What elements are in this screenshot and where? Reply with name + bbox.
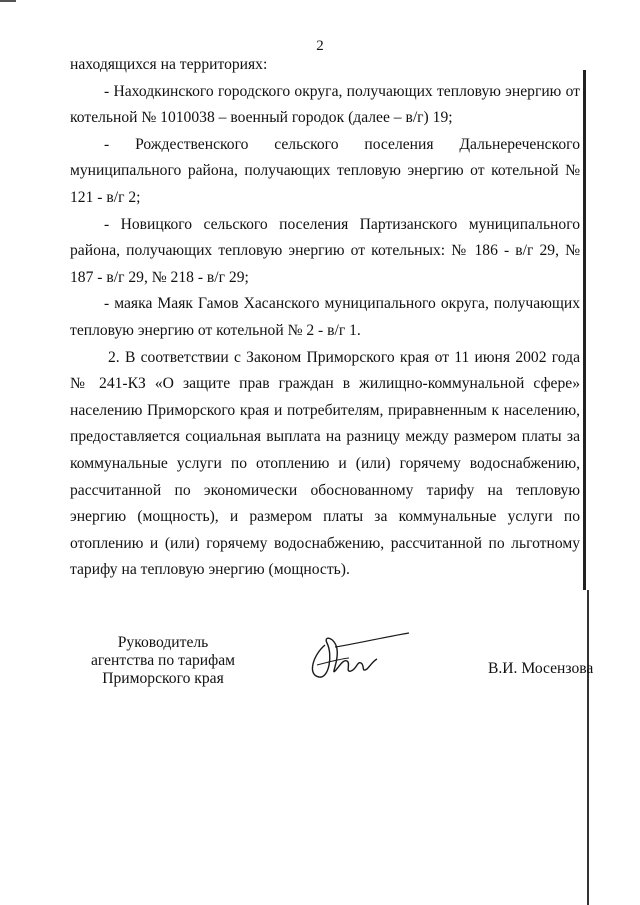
paragraph-clause-2: 2. В соответствии с Законом Приморского края от 11 июня 2002 года № 241-КЗ «О защите прав граждан в жилищно-коммунальной сфере» населению Приморского края и потребителям, приравненным к населению, предоставляется социальная выплата на разницу между размером платы за коммунальные услуги по отоплению и (или) горячему водоснабжению, рассчитанной по экономически обоснованному тарифу на тепловую энергию (мощность), и размером платы за коммунальные услуги по отоплению и (или) горячему водоснабжению, рассчитанной по льготному тарифу на тепловую энергию (мощность). xyxy=(70,348,580,579)
signatory-title-line2: агентства по тарифам xyxy=(90,652,236,669)
paragraph-nakhodka: - Находкинского городского округа, получающих тепловую энергию от котельной № 1010038 – военный городок (далее – в/г) 19; xyxy=(70,82,580,127)
signatory-title-line3: Приморского края xyxy=(102,670,224,687)
paragraph-rozhdestvenskoe: - Рождественского сельского поселения Дальнереченского муниципального района, получающих тепловую энергию от котельной № 121 - в/г 2; xyxy=(70,135,580,206)
page-number: 2 xyxy=(316,38,324,54)
paragraph-mayak-gamov: - маяка Маяк Гамов Хасанского муниципального округа, получающих тепловую энергию от котельной № 2 - в/г 1. xyxy=(70,295,580,339)
signatory-name: В.И. Мосензова xyxy=(488,660,594,677)
paragraph-intro: находящихся на территориях: xyxy=(70,56,268,73)
scan-edge-line-lower xyxy=(587,590,589,905)
signatory-title-line1: Руководитель xyxy=(117,634,209,651)
scan-corner-mark xyxy=(0,0,16,2)
scan-edge-line xyxy=(583,70,586,590)
document-body xyxy=(70,52,580,584)
paragraph-novitskoe: - Новицкого сельского поселения Партизанского муниципального района, получающих тепловую энергию от котельных: № 186 - в/г 29, № 187 - в/г 29, № 218 - в/г 29; xyxy=(70,215,580,286)
handwritten-signature xyxy=(305,625,415,685)
signatory-title xyxy=(78,634,248,688)
